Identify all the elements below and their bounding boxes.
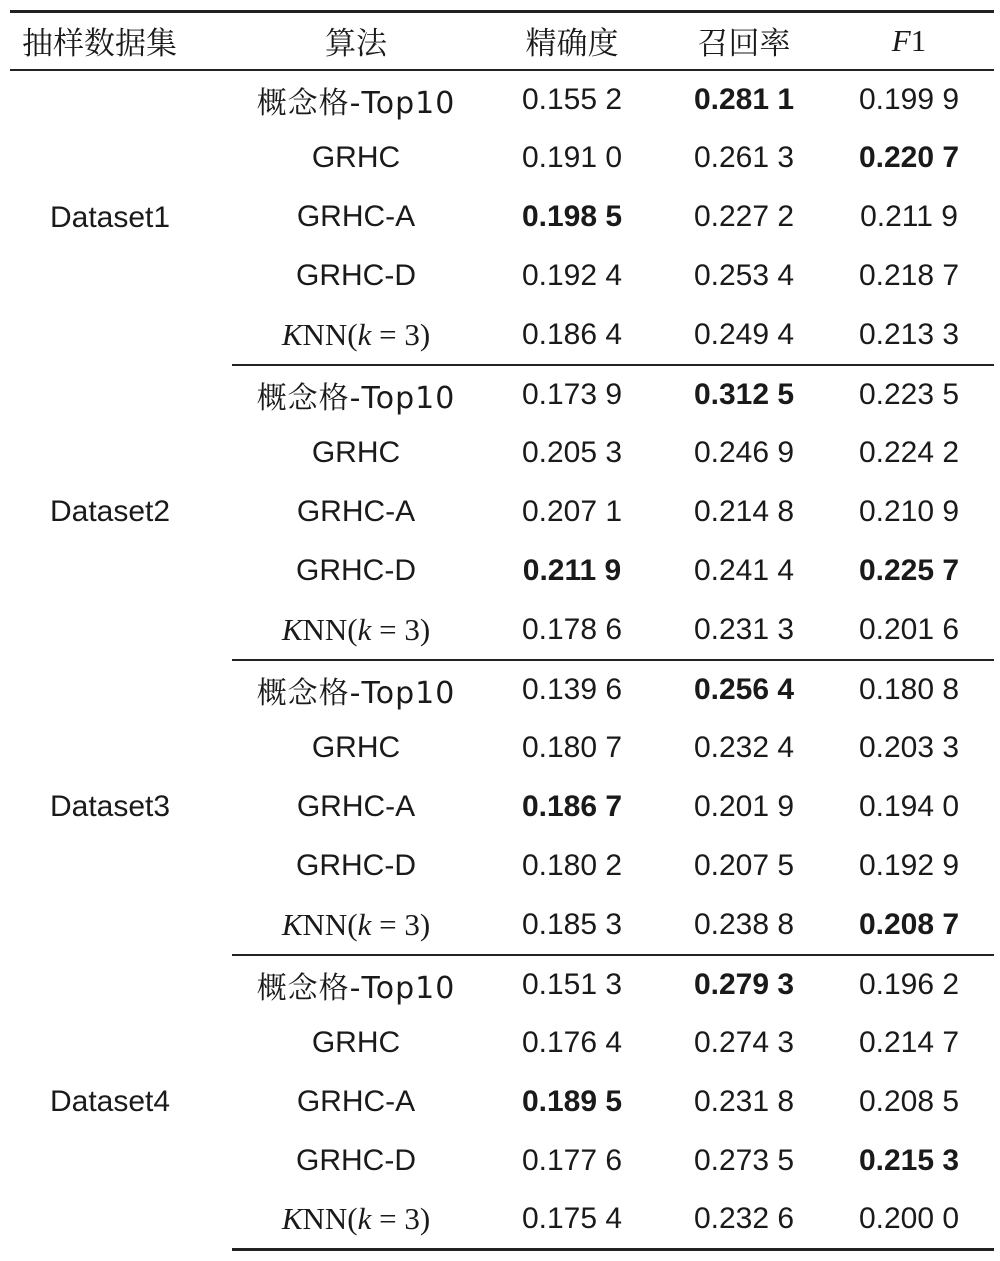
knn-part: k bbox=[357, 611, 372, 647]
algorithm-cell bbox=[232, 129, 480, 188]
algorithm-label: GRHC-D bbox=[296, 554, 416, 587]
f1-cell: 0.196 2 bbox=[858, 967, 960, 1001]
algorithm-cell bbox=[232, 542, 480, 601]
algorithm-label: GRHC-A bbox=[296, 200, 416, 233]
precision-cell: 0.185 3 bbox=[480, 896, 664, 955]
f1-cell: 0.211 9 bbox=[860, 200, 958, 233]
precision-cell: 0.198 5 bbox=[521, 200, 623, 233]
recall-cell: 0.249 4 bbox=[664, 306, 824, 365]
recall-cell: 0.279 3 bbox=[693, 967, 795, 1001]
algorithm-cell bbox=[232, 1132, 480, 1191]
algorithm-cell bbox=[232, 424, 480, 483]
header-f1-number: 1 bbox=[910, 22, 927, 58]
precision-cell: 0.139 6 bbox=[521, 672, 623, 706]
recall-cell: 0.238 8 bbox=[664, 896, 824, 955]
precision-cell: 0.192 4 bbox=[521, 259, 623, 292]
header-dataset: 抽样数据集 bbox=[10, 12, 232, 70]
recall-cell: 0.231 3 bbox=[664, 601, 824, 660]
knn-part: = 3) bbox=[371, 1201, 431, 1237]
algorithm-label: 概念格-Top10 bbox=[256, 380, 456, 416]
algorithm-label: GRHC bbox=[311, 731, 401, 764]
f1-cell: 0.180 8 bbox=[858, 672, 960, 706]
knn-label bbox=[282, 907, 430, 942]
knn-part: = 3) bbox=[371, 906, 431, 942]
algorithm-label: GRHC-A bbox=[296, 1085, 416, 1118]
knn-part: K bbox=[281, 1201, 303, 1237]
precision-cell: 0.186 7 bbox=[521, 790, 623, 823]
recall-cell: 0.274 3 bbox=[693, 1026, 795, 1059]
precision-cell: 0.180 7 bbox=[521, 731, 623, 764]
algorithm-label: 概念格-Top10 bbox=[256, 675, 456, 711]
results-table bbox=[10, 10, 994, 1251]
algorithm-label: GRHC-D bbox=[296, 259, 416, 292]
dataset-name-cell: Dataset3 bbox=[50, 790, 171, 823]
f1-cell: 0.192 9 bbox=[858, 849, 960, 882]
precision-cell: 0.205 3 bbox=[521, 436, 623, 469]
f1-cell: 0.213 3 bbox=[824, 306, 994, 365]
knn-label bbox=[282, 1201, 430, 1236]
algorithm-cell bbox=[232, 778, 480, 837]
precision-cell: 0.173 9 bbox=[521, 377, 623, 411]
precision-cell: 0.176 4 bbox=[521, 1026, 623, 1059]
precision-cell: 0.177 6 bbox=[521, 1144, 623, 1177]
f1-cell: 0.223 5 bbox=[858, 377, 960, 411]
algorithm-label: GRHC bbox=[311, 1026, 401, 1059]
recall-cell: 0.231 8 bbox=[693, 1085, 795, 1118]
f1-cell: 0.203 3 bbox=[858, 731, 960, 764]
table-row bbox=[10, 955, 994, 1014]
recall-cell: 0.261 3 bbox=[693, 141, 795, 174]
knn-part: = 3) bbox=[371, 316, 431, 352]
recall-cell: 0.246 9 bbox=[693, 436, 795, 469]
recall-cell: 0.281 1 bbox=[693, 82, 795, 116]
f1-cell: 0.225 7 bbox=[858, 554, 960, 587]
header-precision: 精确度 bbox=[480, 12, 664, 70]
f1-cell: 0.201 6 bbox=[824, 601, 994, 660]
algorithm-cell bbox=[232, 955, 480, 1014]
precision-cell: 0.191 0 bbox=[521, 141, 623, 174]
algorithm-cell bbox=[232, 247, 480, 306]
dataset-group bbox=[10, 70, 994, 365]
knn-part: NN( bbox=[302, 611, 358, 647]
recall-cell: 0.241 4 bbox=[693, 554, 795, 587]
dataset-name-cell: Dataset4 bbox=[50, 1085, 171, 1118]
precision-cell: 0.175 4 bbox=[480, 1191, 664, 1250]
knn-part: k bbox=[357, 906, 372, 942]
recall-cell: 0.214 8 bbox=[693, 495, 795, 528]
algorithm-cell bbox=[232, 660, 480, 719]
algorithm-cell bbox=[232, 601, 480, 660]
precision-cell: 0.186 4 bbox=[480, 306, 664, 365]
knn-part: K bbox=[281, 316, 303, 352]
algorithm-label: GRHC-A bbox=[296, 495, 416, 528]
f1-cell: 0.224 2 bbox=[858, 436, 960, 469]
algorithm-cell bbox=[232, 70, 480, 129]
precision-cell: 0.211 9 bbox=[522, 554, 622, 587]
algorithm-cell bbox=[232, 483, 480, 542]
table-header bbox=[10, 12, 994, 70]
knn-part: k bbox=[357, 316, 372, 352]
recall-cell: 0.232 6 bbox=[664, 1191, 824, 1250]
recall-cell: 0.312 5 bbox=[693, 377, 795, 411]
knn-label bbox=[282, 317, 430, 352]
recall-cell: 0.253 4 bbox=[693, 259, 795, 292]
algorithm-label: GRHC bbox=[311, 436, 401, 469]
algorithm-label: 概念格-Top10 bbox=[256, 85, 456, 121]
precision-cell: 0.189 5 bbox=[521, 1085, 623, 1118]
f1-cell: 0.218 7 bbox=[858, 259, 960, 292]
algorithm-label: GRHC-D bbox=[296, 849, 416, 882]
recall-cell: 0.256 4 bbox=[693, 672, 795, 706]
recall-cell: 0.207 5 bbox=[693, 849, 795, 882]
header-f1 bbox=[824, 12, 994, 70]
algorithm-label: GRHC bbox=[311, 141, 401, 174]
recall-cell: 0.232 4 bbox=[693, 731, 795, 764]
algorithm-cell bbox=[232, 837, 480, 896]
header-row bbox=[10, 12, 994, 70]
knn-part: NN( bbox=[302, 1201, 358, 1237]
knn-part: NN( bbox=[302, 316, 358, 352]
recall-cell: 0.201 9 bbox=[693, 790, 795, 823]
precision-cell: 0.155 2 bbox=[521, 82, 623, 116]
f1-cell: 0.210 9 bbox=[858, 495, 960, 528]
f1-cell: 0.215 3 bbox=[858, 1144, 960, 1177]
recall-cell: 0.273 5 bbox=[693, 1144, 795, 1177]
f1-cell: 0.194 0 bbox=[858, 790, 960, 823]
f1-cell: 0.200 0 bbox=[824, 1191, 994, 1250]
dataset-group bbox=[10, 955, 994, 1250]
algorithm-label: GRHC-D bbox=[296, 1144, 416, 1177]
knn-part: NN( bbox=[302, 906, 358, 942]
dataset-name-cell: Dataset1 bbox=[50, 200, 171, 234]
precision-cell: 0.207 1 bbox=[521, 495, 623, 528]
precision-cell: 0.180 2 bbox=[521, 849, 623, 882]
recall-cell: 0.227 2 bbox=[693, 200, 795, 233]
header-f1-letter: F bbox=[891, 22, 911, 58]
algorithm-cell bbox=[232, 719, 480, 778]
precision-cell: 0.178 6 bbox=[480, 601, 664, 660]
results-table-container bbox=[10, 10, 994, 1251]
knn-part: = 3) bbox=[371, 611, 431, 647]
algorithm-label: 概念格-Top10 bbox=[256, 970, 456, 1006]
knn-label bbox=[282, 612, 430, 647]
precision-cell: 0.151 3 bbox=[521, 967, 623, 1001]
knn-part: K bbox=[281, 906, 303, 942]
algorithm-cell bbox=[232, 188, 480, 247]
dataset-group bbox=[10, 365, 994, 660]
table-row bbox=[10, 660, 994, 719]
algorithm-cell bbox=[232, 306, 480, 365]
header-algorithm: 算法 bbox=[232, 12, 480, 70]
f1-cell: 0.208 7 bbox=[824, 896, 994, 955]
knn-part: k bbox=[357, 1201, 372, 1237]
dataset-group bbox=[10, 660, 994, 955]
f1-cell: 0.199 9 bbox=[858, 82, 960, 116]
f1-cell: 0.214 7 bbox=[858, 1026, 960, 1059]
algorithm-label: GRHC-A bbox=[296, 790, 416, 823]
table-row bbox=[10, 365, 994, 424]
algorithm-cell bbox=[232, 1191, 480, 1250]
f1-cell: 0.208 5 bbox=[858, 1085, 960, 1118]
algorithm-cell bbox=[232, 1014, 480, 1073]
f1-cell: 0.220 7 bbox=[858, 141, 960, 174]
algorithm-cell bbox=[232, 896, 480, 955]
header-recall: 召回率 bbox=[664, 12, 824, 70]
knn-part: K bbox=[281, 611, 303, 647]
table-row bbox=[10, 70, 994, 129]
dataset-name-cell: Dataset2 bbox=[50, 495, 171, 528]
algorithm-cell bbox=[232, 1073, 480, 1132]
algorithm-cell bbox=[232, 365, 480, 424]
